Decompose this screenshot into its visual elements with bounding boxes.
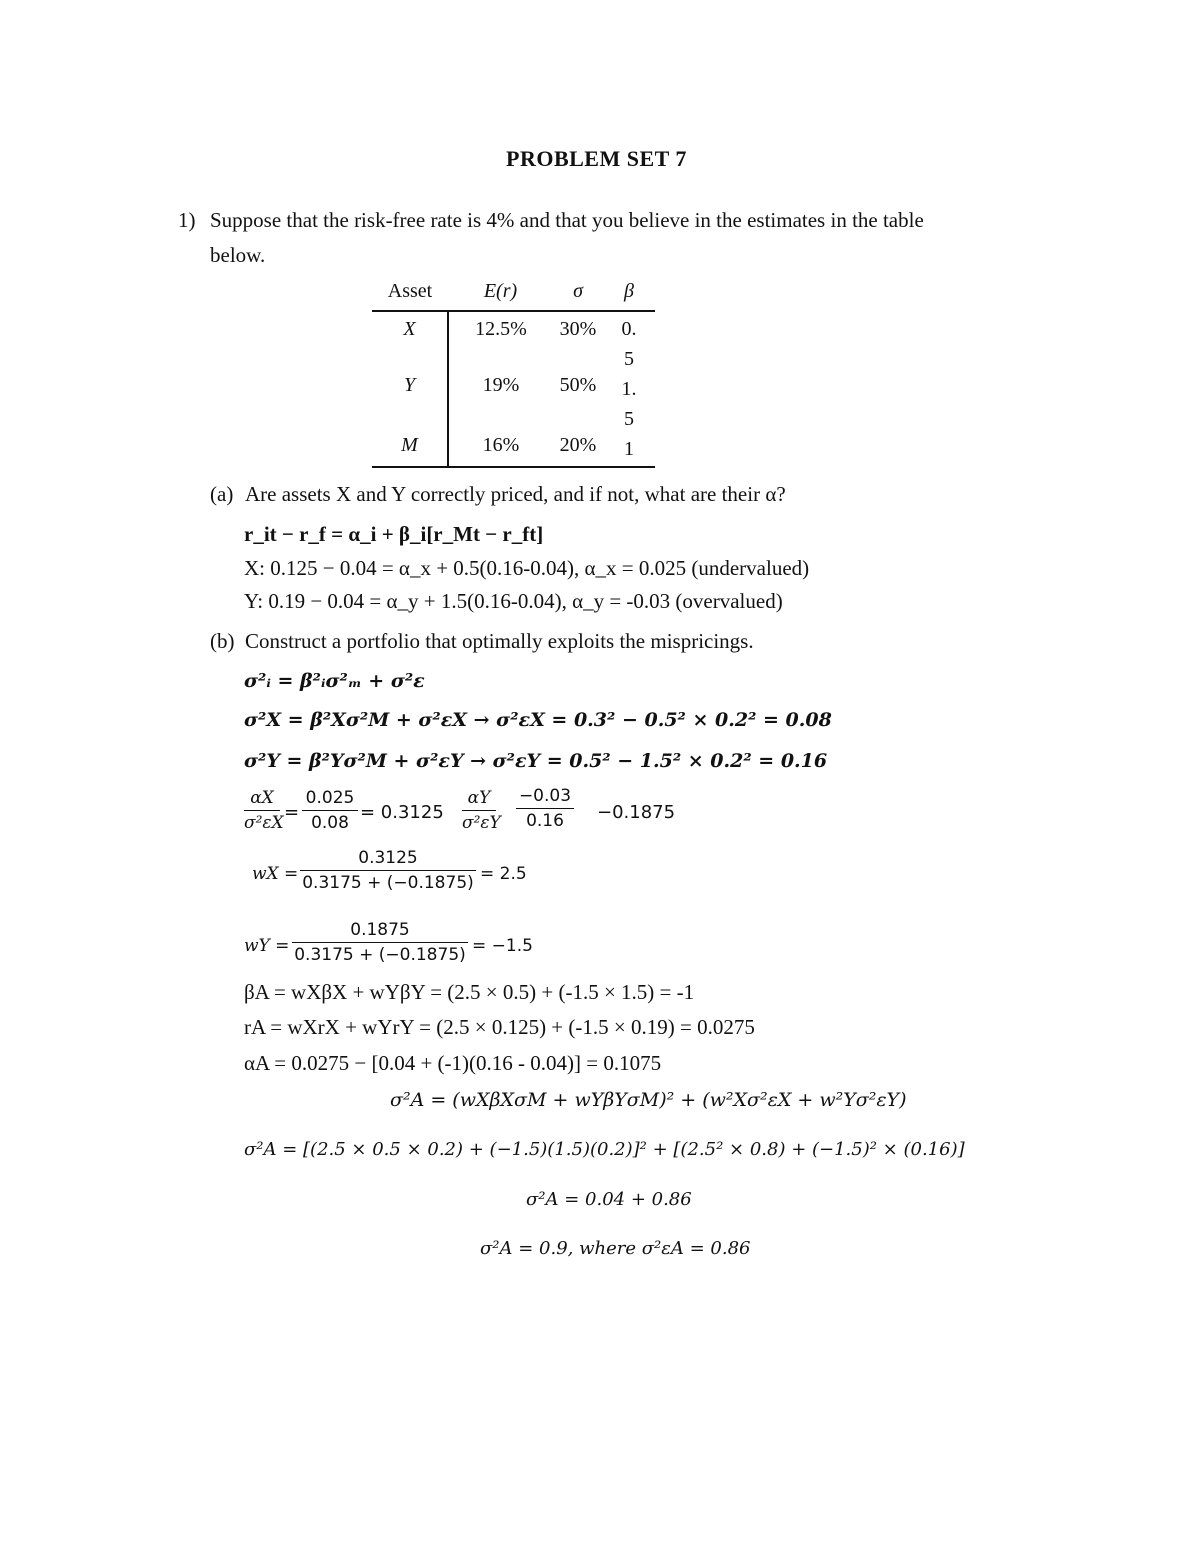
table-row <box>372 311 655 374</box>
portfolio-variance-formula: σ²A = (wXβXσM + wYβYσM)² + (w²Xσ²εX + w²Yσ²εY) <box>390 1089 907 1111</box>
table-row <box>372 374 655 434</box>
fraction-bar <box>302 810 358 811</box>
ratio-y-numeric <box>516 786 574 831</box>
portfolio-variance-numbers: σ²A = [(2.5 × 0.5 × 0.2) + (−1.5)(1.5)(0.2)]² + [(2.5² × 0.8) + (−1.5)² × (0.16)] <box>244 1139 965 1160</box>
variance-decomposition: σ²ᵢ = β²ᵢσ²ₘ + σ²ε <box>244 670 425 692</box>
alpha-y-equation: Y: 0.19 − 0.04 = α_y + 1.5(0.16-0.04), α_y = -0.03 (overvalued) <box>244 589 783 613</box>
ratio-x-value-num: 0.025 <box>305 788 355 808</box>
wx-lhs: wX = <box>252 864 299 884</box>
estimates-table <box>372 280 655 468</box>
ratio-x-den: σ²εX <box>244 813 284 833</box>
cell-beta <box>603 311 655 374</box>
wy-num: 0.1875 <box>350 920 410 940</box>
ratio-y-value-den: 0.16 <box>526 811 564 831</box>
alpha-x-equation: X: 0.125 − 0.04 = α_x + 0.5(0.16-0.04), α_x = 0.025 (undervalued) <box>244 556 810 580</box>
cell-asset: Y <box>372 374 448 434</box>
ratio-x-value-den: 0.08 <box>311 813 349 833</box>
wx-result: = 2.5 <box>480 864 527 884</box>
problem-number: 1) <box>178 208 196 232</box>
ratio-y-den: σ²εY <box>462 813 501 833</box>
wx-fraction <box>300 848 476 893</box>
capm-model-equation: r_it − r_f = α_i + β_i[r_Mt − r_ft] <box>244 522 544 546</box>
table-row <box>372 434 655 467</box>
fraction-bar <box>292 942 468 943</box>
cell-sd: 20% <box>553 434 603 467</box>
cell-asset: M <box>372 434 448 467</box>
cell-asset: X <box>372 311 448 374</box>
variance-y-equation: σ²Y = β²Yσ²M + σ²εY → σ²εY = 0.5² − 1.5² × 0.2² = 0.16 <box>244 750 828 772</box>
ratio-y-result: −0.1875 <box>597 802 676 823</box>
problem-intro-line1: Suppose that the risk-free rate is 4% and that you believe in the estimates in the table <box>210 208 924 232</box>
cell-er: 12.5% <box>475 318 527 340</box>
cell-beta-line2: 5 <box>624 408 634 430</box>
fraction-bar <box>244 810 280 811</box>
table-header-row <box>372 280 655 311</box>
ratio-x-numeric <box>302 788 358 833</box>
portfolio-beta-equation: βA = wXβX + wYβY = (2.5 × 0.5) + (-1.5 × 1.5) = -1 <box>244 980 695 1004</box>
variance-x-equation: σ²X = β²Xσ²M + σ²εX → σ²εX = 0.3² − 0.5² × 0.2² = 0.08 <box>244 709 832 731</box>
portfolio-variance-final: σ²A = 0.9, where σ²εA = 0.86 <box>480 1238 751 1259</box>
header-expected-return: E(r) <box>448 280 553 311</box>
cell-beta-line1: 1. <box>621 378 637 400</box>
ratio-x-symbolic <box>244 788 284 833</box>
fraction-bar <box>300 870 476 871</box>
part-a-label: (a) <box>210 482 234 506</box>
cell-beta <box>603 434 655 467</box>
header-beta: β <box>603 280 655 311</box>
wy-lhs: wY = <box>244 936 290 956</box>
cell-sd: 30% <box>559 318 597 340</box>
wx-num: 0.3125 <box>358 848 418 868</box>
fraction-bar <box>516 808 574 809</box>
problem-intro-line2: below. <box>210 243 266 267</box>
cell-beta-line2: 5 <box>624 348 634 370</box>
portfolio-alpha-equation: αA = 0.0275 − [0.04 + (-1)(0.16 - 0.04)] = 0.1075 <box>244 1051 662 1075</box>
wy-fraction <box>292 920 468 965</box>
portfolio-variance-sum: σ²A = 0.04 + 0.86 <box>526 1189 692 1210</box>
cell-beta-line1: 0. <box>621 318 637 340</box>
part-b-label: (b) <box>210 629 235 653</box>
cell-er: 16% <box>448 434 553 467</box>
page-title: PROBLEM SET 7 <box>506 146 687 171</box>
header-asset: Asset <box>372 280 448 311</box>
wx-den: 0.3175 + (−0.1875) <box>302 873 474 893</box>
ratio-y-num: αY <box>467 788 491 808</box>
ratio-y-value-num: −0.03 <box>518 786 572 806</box>
cell-beta-line1: 1 <box>624 438 634 460</box>
fraction-bar <box>462 810 496 811</box>
part-b-question: Construct a portfolio that optimally exploits the mispricings. <box>245 629 754 653</box>
cell-er: 19% <box>482 374 520 396</box>
ratio-x-num: αX <box>250 788 274 808</box>
cell-beta <box>603 374 655 434</box>
portfolio-return-equation: rA = wXrX + wYrY = (2.5 × 0.125) + (-1.5 × 0.19) = 0.0275 <box>244 1015 755 1039</box>
wy-den: 0.3175 + (−0.1875) <box>294 945 466 965</box>
header-sigma: σ <box>553 280 603 311</box>
equals-sign: = <box>284 802 300 823</box>
cell-sd: 50% <box>559 374 597 396</box>
ratio-y-symbolic <box>462 788 501 833</box>
ratio-x-result: = 0.3125 <box>360 802 444 823</box>
part-a-question: Are assets X and Y correctly priced, and if not, what are their α? <box>245 482 786 506</box>
wy-result: = −1.5 <box>472 936 533 956</box>
